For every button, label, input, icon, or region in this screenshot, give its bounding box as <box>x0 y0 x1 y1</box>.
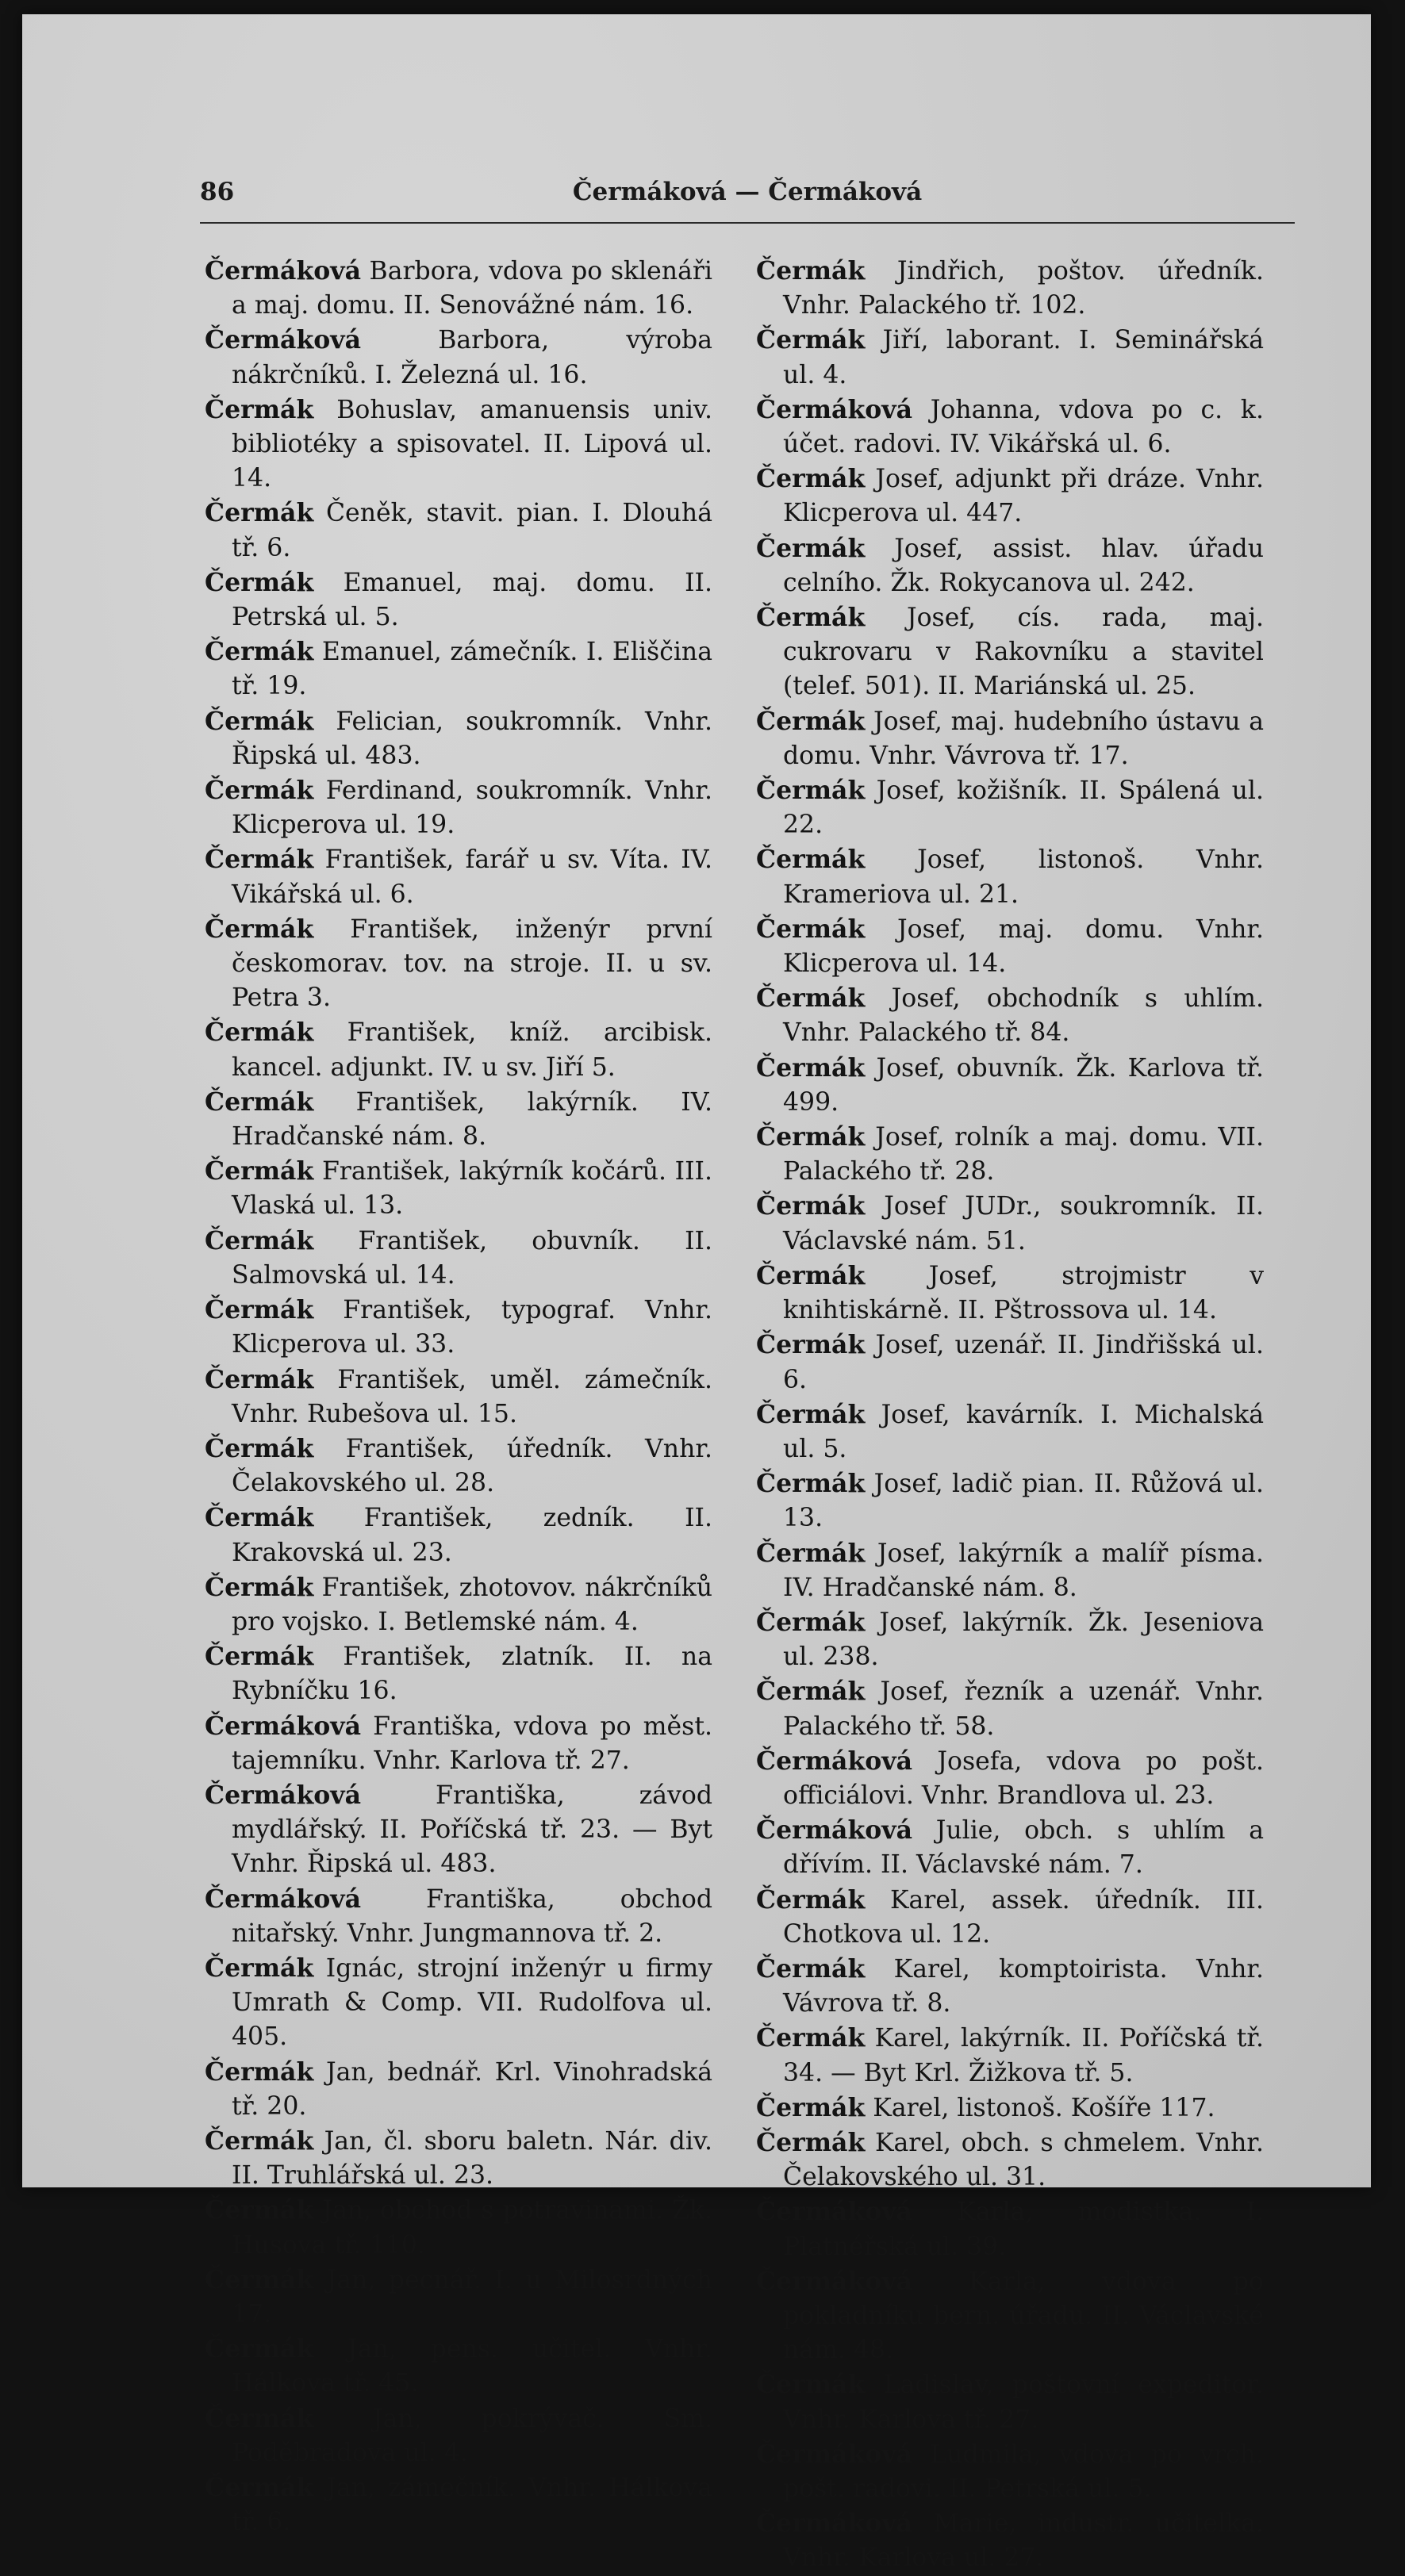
entry-surname: Čermák <box>756 1122 866 1152</box>
entry-surname: Čermák <box>205 2334 314 2364</box>
directory-entry <box>756 1466 1264 1535</box>
entry-surname: Čermák <box>205 394 314 424</box>
directory-entry <box>756 1883 1264 1952</box>
entry-surname: Čermák <box>756 2370 866 2400</box>
entry-details: Josef, ladič pian. II. Růžová ul. 13. <box>783 1470 1264 1533</box>
directory-entry <box>756 1674 1264 1743</box>
entry-surname: Čermák <box>756 776 866 806</box>
directory-entry <box>756 981 1264 1050</box>
entry-surname: Čermák <box>205 1087 314 1117</box>
directory-entry <box>756 704 1264 773</box>
entry-details: Ignác, strojní inženýr u firmy Umrath & Comp. VII. Rudolfova ul. 405. <box>232 1953 712 2052</box>
entry-details: Josef, adjunkt při dráze. Vnhr. Klicperova ul. 447. <box>783 465 1264 528</box>
directory-entry <box>205 1224 712 1293</box>
entry-details: Ludmila, vdova po vrch. pošt. radovi. II. Petrská ul. 5. <box>783 2440 1264 2503</box>
entry-surname: Čermák <box>205 2195 314 2225</box>
entry-surname: Čermák <box>756 914 866 944</box>
directory-entry <box>756 323 1264 392</box>
entry-details: Jan, čl. sboru baletn. Nár. div. II. Truhlářská ul. 23. <box>232 2126 712 2191</box>
entry-surname: Čermák <box>756 1052 866 1083</box>
directory-entry <box>756 393 1264 462</box>
directory-entry <box>205 842 712 911</box>
entry-surname: Čermáková <box>756 394 912 424</box>
entry-details: Karel, listonoš. Košíře 117. <box>865 2093 1215 2122</box>
entry-details: Julie, obch. s uhlím a dřívím. II. Václavské nám. 7. <box>783 1816 1264 1880</box>
entry-details: František, inženýr první českomorav. tov. na stroje. II. u sv. Petra 3. <box>232 914 712 1013</box>
directory-entry <box>205 1432 712 1501</box>
directory-entry <box>205 496 712 565</box>
entry-details: Jan, pokrývač. Sm. Poděbradova ul. 4. <box>232 2404 712 2467</box>
directory-entry <box>205 1363 712 1432</box>
directory-entry <box>205 1570 712 1639</box>
directory-entry <box>756 1952 1264 2021</box>
entry-surname: Čermák <box>205 2403 314 2433</box>
entry-surname: Čermák <box>205 914 314 944</box>
entry-surname: Čermák <box>205 2264 314 2294</box>
header-rule <box>200 222 1295 224</box>
right-column <box>756 254 1264 2576</box>
entry-details: Josef, uzenář. II. Jindřišská ul. 6. <box>783 1331 1264 1394</box>
entry-details: Jan, obchod s potravinami. Žk. Husova tř. 110. <box>232 2196 712 2260</box>
entry-details: František, farář u sv. Víta. IV. Vikářská ul. 6. <box>232 845 712 909</box>
entry-details: František, zlatník. II. na Rybníčku 16. <box>232 1643 712 1706</box>
entry-surname: Čermák <box>205 2126 314 2156</box>
directory-entry <box>205 1951 712 2055</box>
directory-entry <box>756 1744 1264 1813</box>
entry-surname: Čermáková <box>756 2439 912 2469</box>
directory-entry <box>205 704 712 773</box>
directory-entry <box>205 2263 712 2332</box>
entry-surname: Čermák <box>205 1572 314 1602</box>
entry-details: Jiří, laborant. I. Seminářská ul. 4. <box>783 326 1264 389</box>
entry-surname: Čermáková <box>205 1780 361 1810</box>
entry-surname: Čermák <box>205 1018 314 1048</box>
directory-page <box>22 14 1371 2573</box>
entry-details: František, uměl. zámečník. Vnhr. Rubešova ul. 15. <box>232 1365 712 1428</box>
entry-surname: Čermák <box>756 2127 866 2157</box>
entry-details: Jan, pecnář. I. u Milosrdných 17. <box>232 2265 712 2329</box>
entry-surname: Čermák <box>756 1538 866 1568</box>
directory-entry <box>205 1639 712 1708</box>
entry-details: Karla, modistka. I. Platnéřská ul. 39. <box>783 2198 1264 2261</box>
entry-details: Jan, zámečník. Vnhr. Hálkova tř. 6. <box>232 2474 712 2537</box>
entry-surname: Čermák <box>756 2023 866 2053</box>
entry-details: Emanuel, maj. domu. II. Petrská ul. 5. <box>232 568 712 632</box>
entry-details: Josef, obuvník. Žk. Karlova tř. 499. <box>783 1053 1264 1117</box>
directory-entry <box>756 531 1264 600</box>
entry-surname: Čermák <box>205 1433 314 1463</box>
entry-details: Františka, vdova po měst. tajemníku. Vnhr. Karlova tř. 27. <box>232 1712 712 1775</box>
entry-details: František, kníž. arcibisk. kancel. adjunkt. IV. u sv. Jiří 5. <box>232 1018 712 1082</box>
entry-surname: Čermák <box>205 1364 314 1394</box>
directory-entry <box>756 254 1264 323</box>
entry-details: František, lakýrník. IV. Hradčanské nám. 8. <box>232 1087 712 1152</box>
directory-entry <box>205 773 712 842</box>
entry-surname: Čermák <box>756 533 866 563</box>
entry-surname: Čermáková <box>756 1815 912 1846</box>
entry-details: Josef JUDr., soukromník. II. Václavské nám. 51. <box>783 1192 1264 1255</box>
entry-details: František, zhotovov. nákrčníků pro vojsko. I. Betlemské nám. 4. <box>232 1573 712 1636</box>
directory-entry <box>205 1501 712 1570</box>
directory-entry <box>205 565 712 634</box>
entry-surname: Čermák <box>205 498 314 528</box>
entry-surname: Čermák <box>205 2057 314 2087</box>
directory-entry <box>205 1778 712 1882</box>
entry-surname: Čermáková <box>756 1746 912 1776</box>
entry-details: Jan, pens. učitel. Vnhr. Hálkova tř. 45. <box>232 2335 712 2398</box>
entry-details: Ferdinand, soukromník. Vnhr. Klicperova ul. 19. <box>232 776 712 840</box>
entry-surname: Čermák <box>756 1260 866 1290</box>
entry-surname: Čermák <box>756 1330 866 1360</box>
entry-surname: Čermák <box>756 256 866 286</box>
entry-details: Josef, strojmistr v knihtiskárně. II. Pštrossova ul. 14. <box>783 1261 1264 1325</box>
entry-details: Karla, vdova po pokladníku bern. úřadu. II. Václavské nám. 48. <box>783 2267 1264 2365</box>
directory-entry <box>756 1051 1264 1120</box>
directory-entry <box>205 1085 712 1154</box>
directory-entry <box>205 1154 712 1223</box>
directory-entry <box>756 1813 1264 1882</box>
entry-details: Felician, soukromník. Vnhr. Řipská ul. 483. <box>232 707 712 770</box>
entry-surname: Čermák <box>205 1953 314 1983</box>
entry-details: Čeněk, stavit. pian. I. Dlouhá tř. 6. <box>232 499 712 562</box>
entry-surname: Čermák <box>205 2473 314 2502</box>
entry-surname: Čermák <box>756 1953 866 1984</box>
entry-details: Josef, lakýrník. Žk. Jeseniova ul. 238. <box>783 1608 1264 1672</box>
entry-surname: Čermák <box>756 1469 866 1499</box>
entry-details: Marie, industr. učitelka. Vnhr. Karlova ul. 27. <box>783 2509 1264 2573</box>
directory-entry <box>756 2264 1264 2368</box>
directory-entry <box>205 634 712 703</box>
entry-surname: Čermáková <box>756 2266 912 2296</box>
entry-details: Josef, rolník a maj. domu. VII. Palackého tř. 28. <box>783 1123 1264 1186</box>
entry-details: Johanna, vdova po c. k. účet. radovi. IV. Vikářská ul. 6. <box>783 395 1264 459</box>
entry-surname: Čermáková <box>205 1884 361 1914</box>
entry-details: Josef, cís. rada, maj. cukrovaru v Rakovníku a stavitel (telef. 501). II. Mariánská ul. 25. <box>783 604 1264 701</box>
entry-details: Josef, lakýrník a malíř písma. IV. Hradčanské nám. 8. <box>783 1539 1264 1602</box>
directory-entry <box>205 1709 712 1778</box>
directory-entry <box>205 2193 712 2262</box>
entry-details: Karel, komptoirista. Vnhr. Vávrova tř. 8. <box>783 1954 1264 2018</box>
directory-entry <box>205 1882 712 1951</box>
directory-entry <box>756 2367 1264 2436</box>
directory-entry <box>205 1293 712 1362</box>
directory-entry <box>756 1328 1264 1397</box>
entry-surname: Čermáková <box>205 325 361 355</box>
entry-details: Josef, řezník a uzenář. Vnhr. Palackého tř. 58. <box>783 1677 1264 1741</box>
entry-surname: Čermák <box>756 1399 866 1429</box>
entry-details: Františka, závod mydlářský. II. Poříčská tř. 23. — Byt Vnhr. Řipská ul. 483. <box>232 1781 712 1879</box>
page-header <box>200 173 1295 213</box>
entry-surname: Čermák <box>756 706 866 736</box>
directory-entry <box>205 2124 712 2193</box>
directory-entry <box>756 1397 1264 1466</box>
entry-details: František, lakýrník kočárů. III. Vlaská ul. 13. <box>232 1157 712 1221</box>
entry-details: Ladislav, poštovní expeditor. Vnhr. Karlova tř. 27. <box>783 2371 1264 2434</box>
entry-surname: Čermáková <box>205 256 361 286</box>
entry-details: František, úředník. Vnhr. Čelakovského ul. 28. <box>232 1434 712 1498</box>
entry-details: Karel, assek. úředník. III. Chotkova ul. 12. <box>783 1885 1264 1949</box>
entry-surname: Čermák <box>756 1191 866 1221</box>
entry-details: Bohuslav, amanuensis univ. bibliotéky a spisovatel. II. Lipová ul. 14. <box>232 395 712 493</box>
directory-entry <box>205 2332 712 2401</box>
entry-details: Emanuel, zámečník. I. Eliščina tř. 19. <box>232 638 712 701</box>
entry-details: Josefa, vdova po pošt. officiálovi. Vnhr. Brandlova ul. 23. <box>783 1746 1264 1810</box>
entry-details: Josef, maj. domu. Vnhr. Klicperova ul. 14. <box>783 914 1264 979</box>
entry-surname: Čermák <box>756 2092 866 2122</box>
directory-entry <box>756 1189 1264 1258</box>
page-number: 86 <box>200 178 235 206</box>
directory-entry <box>205 254 712 323</box>
entry-surname: Čermák <box>205 845 314 875</box>
directory-entry <box>205 2471 712 2540</box>
entry-surname: Čermák <box>756 325 866 355</box>
entry-surname: Čermáková <box>756 2509 912 2539</box>
entry-surname: Čermák <box>205 1225 314 1255</box>
entry-surname: Čermák <box>205 1642 314 1672</box>
entry-details: Josef, obchodník s uhlím. Vnhr. Palackého tř. 84. <box>783 984 1264 1048</box>
entry-details: František, zedník. II. Krakovská ul. 23. <box>232 1504 712 1567</box>
entry-surname: Čermák <box>756 1677 866 1707</box>
entry-details: František, obuvník. II. Salmovská ul. 14. <box>232 1226 712 1290</box>
entry-surname: Čermák <box>756 1884 866 1915</box>
entry-surname: Čermák <box>205 637 314 667</box>
entry-surname: Čermáková <box>756 2197 912 2227</box>
directory-entry <box>205 393 712 496</box>
directory-entry <box>205 323 712 392</box>
left-column <box>205 254 712 2540</box>
entry-details: František, typograf. Vnhr. Klicperova ul. 33. <box>232 1296 712 1359</box>
directory-entry <box>756 1605 1264 1674</box>
entry-surname: Čermák <box>756 1607 866 1637</box>
entry-surname: Čermák <box>756 845 866 875</box>
directory-entry <box>205 2055 712 2124</box>
entry-details: Josef, listonoš. Vnhr. Krameriova ul. 21. <box>783 845 1264 909</box>
entry-details: Jindřich, poštov. úředník. Vnhr. Palackého tř. 102. <box>783 257 1264 320</box>
entry-surname: Čermák <box>205 706 314 736</box>
directory-entry <box>756 2195 1264 2264</box>
entry-details: Josef, kožišník. II. Spálená ul. 22. <box>783 776 1264 840</box>
entry-surname: Čermák <box>756 464 866 494</box>
entry-details: Barbora, výroba nákrčníků. I. Železná ul. 16. <box>232 326 712 389</box>
entry-surname: Čermák <box>205 1156 314 1186</box>
entry-surname: Čermák <box>205 1295 314 1325</box>
running-head: Čermáková — Čermáková <box>572 178 923 206</box>
directory-entry <box>756 842 1264 911</box>
directory-entry <box>205 912 712 1016</box>
directory-entry <box>756 773 1264 842</box>
directory-entry <box>756 1259 1264 1328</box>
directory-entry <box>756 2506 1264 2575</box>
entry-details: Barbora, vdova po sklenáři a maj. domu. II. Senovážné nám. 16. <box>232 257 712 320</box>
entry-surname: Čermáková <box>205 1711 361 1741</box>
directory-entry <box>756 912 1264 981</box>
directory-entry <box>756 2091 1264 2126</box>
directory-entry <box>205 1015 712 1084</box>
directory-entry <box>756 2021 1264 2090</box>
entry-details: Jan, bednář. Krl. Vinohradská tř. 20. <box>232 2057 712 2121</box>
entry-surname: Čermák <box>205 567 314 597</box>
directory-entry <box>756 1536 1264 1605</box>
directory-entry <box>756 1120 1264 1189</box>
entry-details: Karel, obch. s chmelem. Vnhr. Čelakovského ul. 31. <box>783 2128 1264 2192</box>
directory-entry <box>756 2126 1264 2195</box>
directory-entry <box>205 2402 712 2471</box>
directory-entry <box>756 462 1264 531</box>
entry-surname: Čermák <box>756 983 866 1014</box>
entry-surname: Čermák <box>205 776 314 806</box>
directory-entry <box>756 2437 1264 2506</box>
entry-details: Karel, lakýrník. II. Poříčská tř. 34. — Byt Krl. Žižkova tř. 5. <box>783 2024 1264 2087</box>
entry-surname: Čermák <box>756 603 866 633</box>
entry-surname: Čermák <box>205 1503 314 1533</box>
entry-details: Františka, obchod nitařský. Vnhr. Jungmannova tř. 2. <box>232 1884 712 1948</box>
entry-details: Josef, assist. hlav. úřadu celního. Žk. Rokycanova ul. 242. <box>783 534 1264 597</box>
entry-details: Josef, maj. hudebního ústavu a domu. Vnhr. Vávrova tř. 17. <box>783 707 1264 770</box>
directory-entry <box>756 600 1264 704</box>
entry-details: Josef, kavárník. I. Michalská ul. 5. <box>783 1400 1264 1463</box>
